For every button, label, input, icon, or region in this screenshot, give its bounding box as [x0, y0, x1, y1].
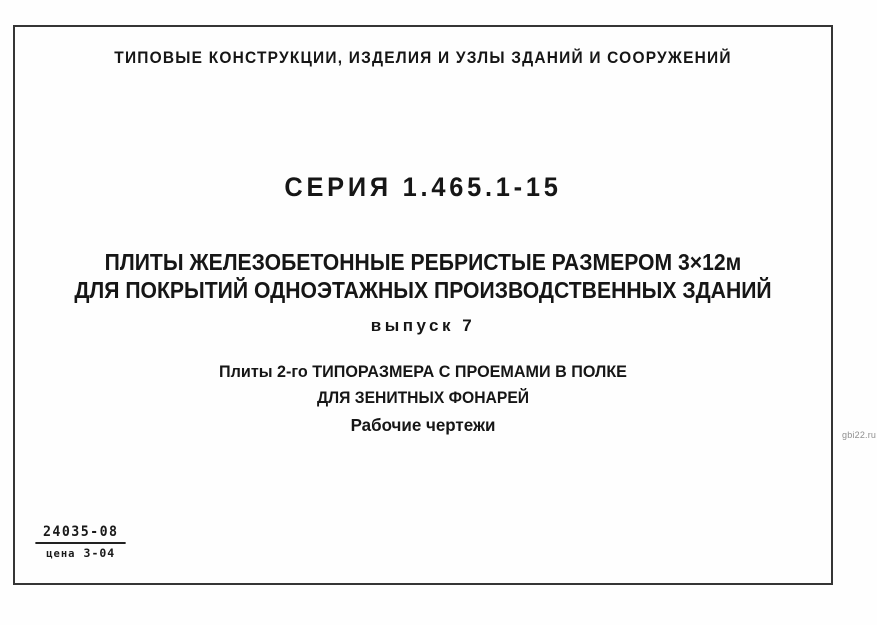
subtitle-line-2: ДЛЯ ЗЕНИТНЫХ ФОНАРЕЙ: [316, 389, 530, 407]
price-label: цена: [46, 548, 76, 560]
price-stamp: [33, 523, 128, 560]
site-watermark: gbi22.ru: [842, 430, 877, 440]
series-title: СЕРИЯ 1.465.1-15: [284, 172, 562, 202]
document-category-header: ТИПОВЫЕ КОНСТРУКЦИИ, ИЗДЕЛИЯ И УЗЛЫ ЗДАНИЙ И СООРУЖЕНИЙ: [114, 49, 732, 68]
subtitle-line-1: Плиты 2-го ТИПОРАЗМЕРА С ПРОЕМАМИ В ПОЛКЕ: [219, 362, 627, 381]
main-title-line-1: ПЛИТЫ ЖЕЛЕЗОБЕТОННЫЕ РЕБРИСТЫЕ РАЗМЕРОМ 3×12м: [104, 249, 742, 275]
main-title-line-2: ДЛЯ ПОКРЫТИЙ ОДНОЭТАЖНЫХ ПРОИЗВОДСТВЕННЫХ ЗДАНИЙ: [74, 277, 772, 303]
price-line: [33, 546, 128, 560]
price-value: 3-04: [83, 546, 116, 560]
issue-number: выпуск 7: [370, 316, 476, 335]
document-border-frame: [13, 25, 833, 585]
document-code: 24035-08: [35, 524, 126, 544]
subtitle-line-3: Рабочие чертежи: [350, 415, 496, 435]
